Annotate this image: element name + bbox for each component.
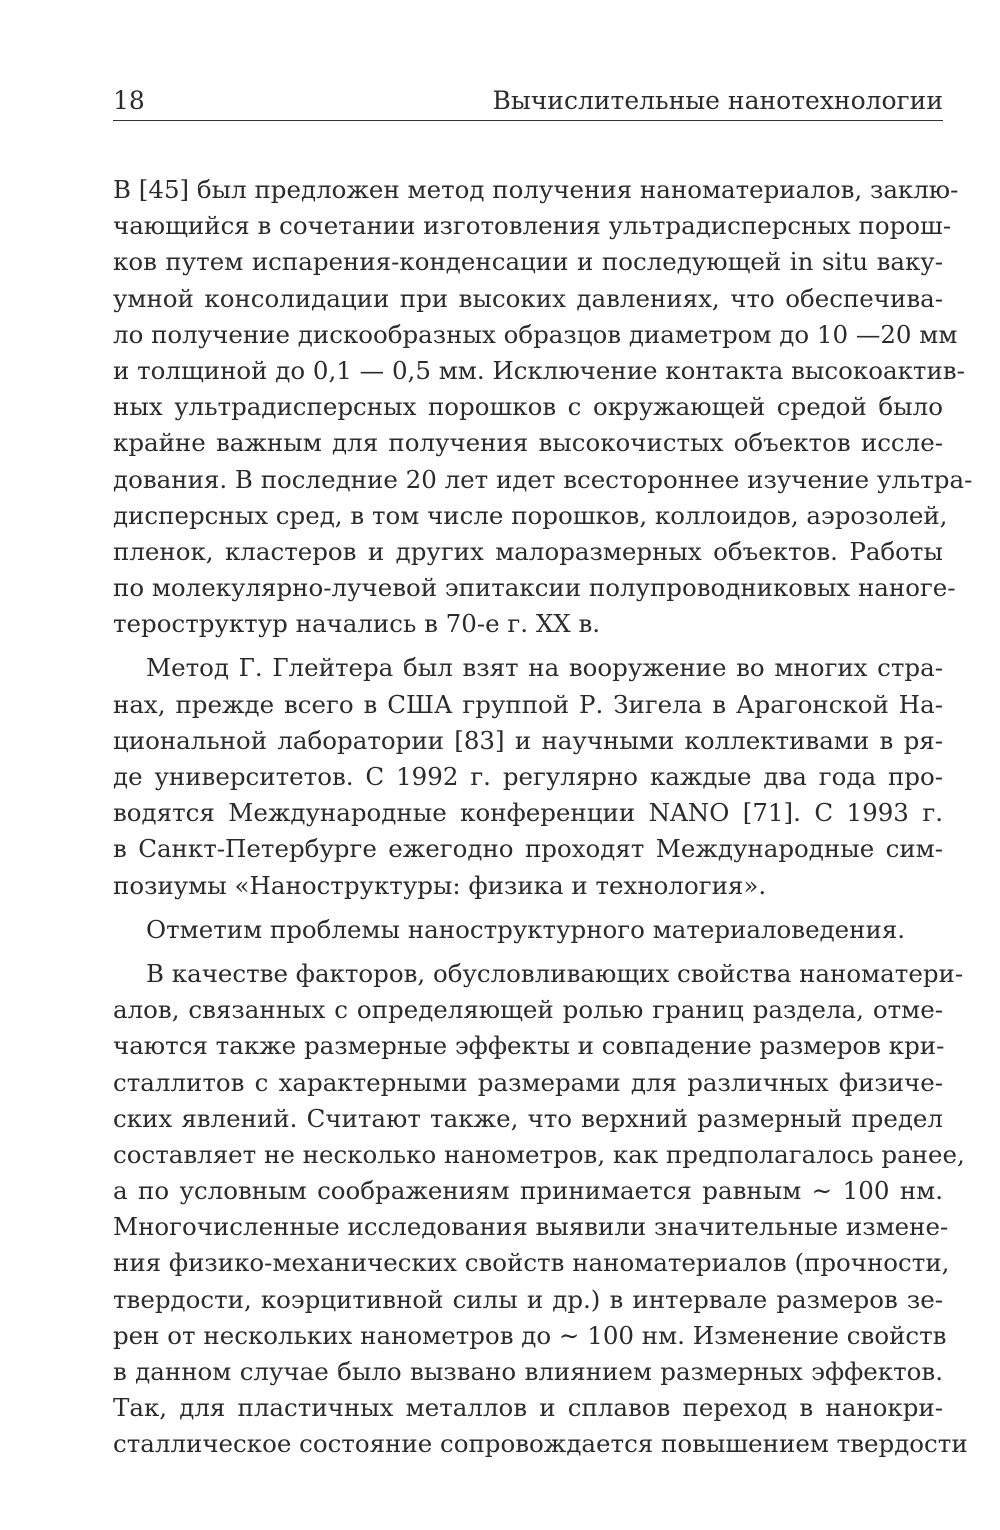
text-line: и толщиной до 0,1 — 0,5 мм. Исключение контакта высокоактив-: [113, 355, 965, 385]
text-line: Отметим проблемы наноструктурного материаловедения.: [146, 914, 906, 944]
text-line: В качестве факторов, обусловливающих свойства наноматери-: [146, 958, 964, 988]
text-line: ло получение дискообразных образцов диаметром до 10 —20 мм: [113, 319, 958, 349]
text-line: дования. В последние 20 лет идет всестороннее изучение ультра-: [113, 464, 973, 494]
text-line: составляет не несколько нанометров, как предполагалось ранее,: [113, 1139, 965, 1169]
text-line: ния физико-механических свойств наноматериалов (прочности,: [113, 1248, 950, 1278]
text-line: сталлитов с характерными размерами для различных физиче-: [113, 1067, 943, 1097]
paragraph-3: [113, 912, 943, 948]
running-header: [113, 86, 943, 121]
text-line: позиумы «Наноструктуры: физика и технология».: [113, 870, 767, 900]
text-line: по молекулярно-лучевой эпитаксии полупроводниковых наноге-: [113, 573, 956, 603]
text-line: ских явлений. Считают также, что верхний размерный предел: [113, 1103, 943, 1133]
text-line: а по условным соображениям принимается равным ∼ 100 нм.: [113, 1176, 943, 1206]
running-title: Вычислительные нанотехнологии: [492, 86, 943, 115]
text-line: в Санкт-Петербурге ежегодно проходят Международные сим-: [113, 834, 943, 864]
paragraph-1: [113, 172, 973, 642]
text-line: тероструктур начались в 70-е г. XX в.: [113, 609, 601, 639]
text-line: в данном случае было вызвано влиянием размерных эффектов.: [113, 1357, 943, 1386]
text-line: алов, связанных с определяющей ролью границ раздела, отме-: [113, 995, 943, 1025]
text-line: чающийся в сочетании изготовления ультрадисперсных порош-: [113, 211, 952, 241]
text-line: сталлическое состояние сопровождается повышением твердости: [113, 1429, 968, 1459]
text-line: де университетов. С 1992 г. регулярно каждые два года про-: [113, 762, 943, 791]
text-line: В [45] был предложен метод получения наноматериалов, заклю-: [113, 175, 959, 204]
text-line: ных ультрадисперсных порошков с окружающей средой было: [113, 392, 943, 422]
text-line: циональной лаборатории [83] и научными коллективами в ря-: [113, 725, 943, 755]
text-line: твердости, коэрцитивной силы и др.) в интервале размеров зе-: [113, 1284, 943, 1314]
text-line: крайне важным для получения высокочистых объектов иссле-: [113, 428, 943, 458]
text-line: умной консолидации при высоких давлениях, что обеспечива-: [113, 283, 943, 313]
text-line: Метод Г. Глейтера был взят на вооружение во многих стра-: [146, 653, 943, 683]
text-line: Многочисленные исследования выявили значительные измене-: [113, 1212, 949, 1242]
text-line: водятся Международные конференции NANO [71]. С 1993 г.: [113, 798, 943, 828]
text-line: дисперсных сред, в том числе порошков, коллоидов, аэрозолей,: [113, 500, 948, 530]
text-line: ков путем испарения-конденсации и последующей in situ ваку-: [113, 247, 943, 277]
paragraph-2: [113, 650, 943, 903]
text-line: чаются также размерные эффекты и совпадение размеров кри-: [113, 1031, 945, 1061]
page-number: 18: [113, 86, 145, 115]
paragraph-4: [113, 956, 968, 1463]
text-line: Так, для пластичных металлов и сплавов переход в нанокри-: [113, 1393, 943, 1423]
body-text: [113, 172, 973, 1463]
text-line: рен от нескольких нанометров до ∼ 100 нм. Изменение свойств: [113, 1320, 947, 1350]
text-line: пленок, кластеров и других малоразмерных объектов. Работы: [113, 536, 943, 566]
text-line: нах, прежде всего в США группой Р. Зигела в Арагонской На-: [113, 689, 943, 719]
